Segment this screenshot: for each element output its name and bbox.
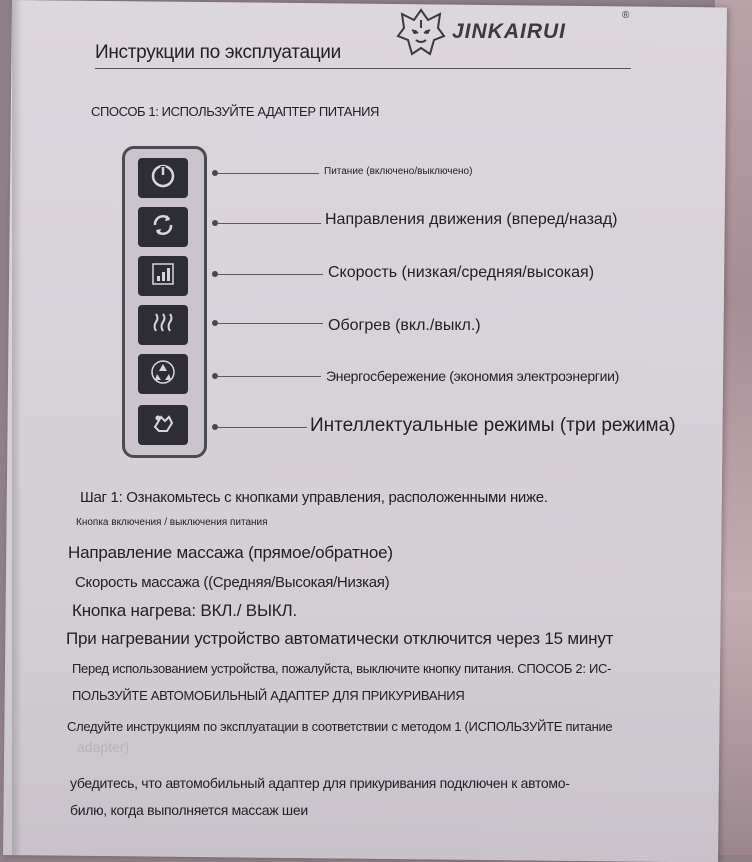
car-adapter-line2: билю, когда выполняется массаж шеи <box>70 802 308 818</box>
power-button <box>138 158 188 198</box>
direction-button <box>138 207 188 247</box>
massage-direction-text: Направление массажа (прямое/обратное) <box>68 543 393 562</box>
power-button-text: Кнопка включения / выключения питания <box>76 517 268 528</box>
faint-adapter-text: adapter) <box>77 739 130 755</box>
hand-massage-icon <box>149 409 177 442</box>
heat-button-text: Кнопка нагрева: ВКЛ./ ВЫКЛ. <box>72 601 297 620</box>
label-speed: Скорость (низкая/средняя/высокая) <box>328 264 595 281</box>
before-use-line1: Перед использованием устройства, пожалуйста, выключите кнопку питания. СПОСОБ 2: ИС- <box>72 661 612 676</box>
page-title: Инструкции по эксплуатации <box>95 42 341 63</box>
massage-speed-text: Скорость массажа ((Средняя/Высокая/Низкая) <box>75 574 390 591</box>
recycle-icon <box>149 358 177 391</box>
follow-instructions-text: Следуйте инструкциям по эксплуатации в соответствии с методом 1 (ИСПОЛЬЗУЙТЕ питание <box>67 719 613 734</box>
step1-text: Шаг 1: Ознакомьтесь с кнопками управления, расположенными ниже. <box>80 489 548 506</box>
method1-heading: СПОСОБ 1: ИСПОЛЬЗУЙТЕ АДАПТЕР ПИТАНИЯ <box>91 104 380 119</box>
leader-line <box>217 223 321 224</box>
heat-waves-icon <box>149 309 177 342</box>
leader-line <box>217 427 307 428</box>
header-divider <box>95 68 631 69</box>
label-energy-saving: Энергосбережение (экономия электроэнергии) <box>326 368 620 384</box>
registered-mark: ® <box>622 10 630 21</box>
power-icon <box>149 162 177 195</box>
heat-button <box>138 305 188 345</box>
rotate-direction-icon <box>149 211 177 244</box>
leader-line <box>217 376 321 377</box>
auto-off-text: При нагревании устройство автоматически отключится через 15 минут <box>66 629 614 648</box>
label-heat: Обогрев (вкл./выкл.) <box>328 317 481 334</box>
energy-saving-button <box>138 354 188 394</box>
brand-name: JINKAIRUI <box>452 20 567 43</box>
sheet-edge-shadow <box>12 0 22 855</box>
label-direction: Направления движения (вперед/назад) <box>325 211 618 228</box>
speed-button <box>138 256 188 296</box>
leader-line <box>217 274 323 275</box>
leader-line <box>217 323 323 324</box>
tiger-logo-icon <box>394 6 448 60</box>
before-use-line2: ПОЛЬЗУЙТЕ АВТОМОБИЛЬНЫЙ АДАПТЕР ДЛЯ ПРИКУРИВАНИЯ <box>72 688 465 703</box>
label-smart-modes: Интеллектуальные режимы (три режима) <box>310 415 676 436</box>
car-adapter-line1: убедитесь, что автомобильный адаптер для прикуривания подключен к автомо- <box>70 775 570 791</box>
smart-mode-button <box>138 405 188 445</box>
speed-bars-icon <box>149 260 177 293</box>
label-power: Питание (включено/выключено) <box>324 166 473 177</box>
leader-line <box>217 173 319 174</box>
